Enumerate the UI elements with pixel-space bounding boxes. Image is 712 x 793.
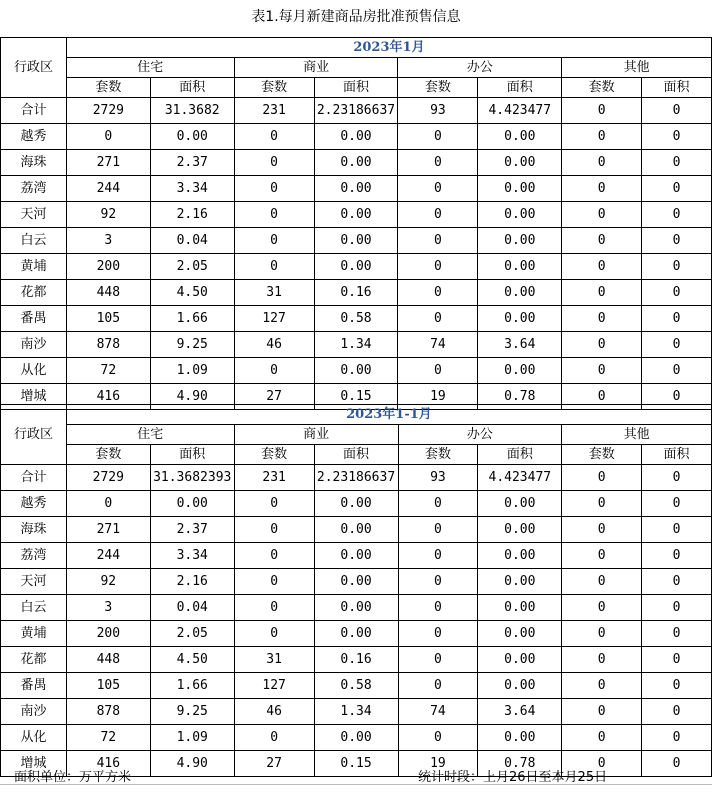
table-cell: 0.00 [478,228,562,254]
category-header: 办公 [398,425,562,445]
table-cell: 0 [642,358,712,384]
table-cell: 0 [562,673,642,699]
region-name: 天河 [1,569,67,595]
table-cell: 416 [66,751,150,777]
region-name: 合计 [1,465,67,491]
table-cell: 19 [398,384,478,410]
table-row [1,465,712,491]
table-cell: 2.05 [150,254,234,280]
table-cell: 3.34 [150,543,234,569]
table-cell: 0 [562,384,642,410]
table-cell: 0.00 [314,254,398,280]
table-cell: 2729 [66,98,150,124]
table-cell: 244 [66,176,150,202]
table-cell: 0.16 [314,280,398,306]
table-row [1,358,712,384]
table-cell: 0.00 [150,124,234,150]
table-cell: 46 [234,699,314,725]
table-row [1,621,712,647]
region-name: 越秀 [1,124,67,150]
region-name: 海珠 [1,150,67,176]
table-cell: 0.00 [314,228,398,254]
table-cell: 3.64 [478,699,562,725]
table-cell: 0 [642,202,712,228]
table-cell: 0 [66,491,150,517]
table-cell: 0 [562,543,642,569]
table-cell: 31 [234,280,314,306]
table-cell: 93 [398,98,478,124]
table-cell: 0 [642,595,712,621]
count-header: 套数 [66,78,150,98]
table-row [1,228,712,254]
area-header: 面积 [150,445,234,465]
table-cell: 0 [642,98,712,124]
table-cell: 0.00 [478,621,562,647]
table-cell: 1.09 [150,358,234,384]
region-name: 番禺 [1,306,67,332]
table-cell: 0.00 [478,491,562,517]
table-cell: 0 [562,595,642,621]
table-cell: 31.3682393 [150,465,234,491]
table-cell: 0 [398,228,478,254]
category-header: 办公 [398,58,562,78]
table-cell: 0.00 [314,176,398,202]
table-cell: 0 [642,254,712,280]
table-cell: 2.05 [150,621,234,647]
table-cell: 0 [642,569,712,595]
region-name: 从化 [1,725,67,751]
table-cell: 0 [562,699,642,725]
table-cell: 4.50 [150,280,234,306]
table-cell: 1.34 [314,332,398,358]
region-name: 越秀 [1,491,67,517]
table-row [1,280,712,306]
table-cell: 0.00 [478,306,562,332]
table-cell: 0 [234,228,314,254]
table-cell: 0 [562,491,642,517]
table-cell: 0 [234,202,314,228]
table-cell: 0.00 [478,543,562,569]
table-cell: 0 [562,254,642,280]
table-row [1,176,712,202]
table-cell: 0.15 [314,384,398,410]
table-cell: 27 [234,751,314,777]
table-cell: 0 [562,228,642,254]
area-unit-note: 面积单位：万平方米 [14,770,132,785]
table-cell: 0.04 [150,595,234,621]
table-cell: 0 [234,569,314,595]
table-cell: 0 [562,332,642,358]
region-name: 黄埔 [1,254,67,280]
table-cell: 0 [562,725,642,751]
table-cell: 0 [398,358,478,384]
table-cell: 0.00 [478,569,562,595]
table-cell: 231 [234,98,314,124]
region-name: 天河 [1,202,67,228]
table-cell: 127 [234,306,314,332]
table-cell: 1.66 [150,673,234,699]
table-cell: 0 [562,751,642,777]
table-row [1,150,712,176]
table-cell: 3.34 [150,176,234,202]
count-header: 套数 [562,445,642,465]
table-cell: 9.25 [150,332,234,358]
table-cell: 3 [66,595,150,621]
table-cell: 0 [398,124,478,150]
table-cell: 0 [234,491,314,517]
table-cell: 0.58 [314,673,398,699]
region-name: 花都 [1,280,67,306]
table-row [1,202,712,228]
table-cell: 0 [642,699,712,725]
table-cell: 0 [234,124,314,150]
table-cell: 2729 [66,465,150,491]
table-cell: 0 [562,98,642,124]
table-cell: 1.09 [150,725,234,751]
table-cell: 0 [642,751,712,777]
table-cell: 0 [234,517,314,543]
region-name: 番禺 [1,673,67,699]
region-name: 海珠 [1,517,67,543]
category-header: 其他 [562,425,712,445]
table-cell: 74 [398,332,478,358]
table-cell: 200 [66,621,150,647]
table-cell: 0 [642,673,712,699]
table-cell: 0 [398,621,478,647]
table-cell: 0.00 [478,280,562,306]
table-cell: 0 [66,124,150,150]
count-header: 套数 [398,78,478,98]
table-cell: 0 [234,543,314,569]
table-cell: 72 [66,725,150,751]
table-cell: 31 [234,647,314,673]
table-cell: 2.23186637 [314,465,398,491]
table-cell: 0 [562,569,642,595]
period-note: 统计时段：上月26日至本月25日 [418,770,608,785]
table-cell: 0 [398,202,478,228]
table-cell: 0 [398,491,478,517]
table-cell: 0 [562,150,642,176]
table-cell: 0 [234,725,314,751]
region-name: 从化 [1,358,67,384]
table-cell: 0 [398,569,478,595]
table-row [1,647,712,673]
table-cell: 0.00 [314,595,398,621]
count-header: 套数 [562,78,642,98]
table-cell: 92 [66,202,150,228]
table-cell: 0.00 [314,621,398,647]
region-name: 白云 [1,228,67,254]
table-cell: 0 [234,358,314,384]
table-cell: 0.16 [314,647,398,673]
area-header: 面积 [642,78,712,98]
table-cell: 0.00 [478,176,562,202]
table-cell: 105 [66,306,150,332]
table-cell: 0 [642,517,712,543]
table-row [1,254,712,280]
table-row [1,699,712,725]
table-cell: 4.90 [150,751,234,777]
table-cell: 0 [562,124,642,150]
table-cell: 0 [398,595,478,621]
count-header: 套数 [234,445,314,465]
region-name: 黄埔 [1,621,67,647]
period-header: 2023年1月 [66,38,711,58]
table-cell: 0 [642,228,712,254]
region-name: 荔湾 [1,176,67,202]
report-title: 表1.每月新建商品房批准预售信息 [251,9,461,25]
table-cell: 0 [398,150,478,176]
table-cell: 0.00 [478,150,562,176]
table-cell: 448 [66,647,150,673]
table-cell: 0 [234,621,314,647]
area-header: 面积 [642,445,712,465]
table-row [1,124,712,150]
table-cell: 31.3682 [150,98,234,124]
table-cell: 200 [66,254,150,280]
table-cell: 0 [398,517,478,543]
table-cell: 0 [642,465,712,491]
table-cell: 0 [562,280,642,306]
table-cell: 0 [642,176,712,202]
table-cell: 0.00 [314,150,398,176]
table-cell: 3 [66,228,150,254]
table-cell: 0 [562,202,642,228]
table-cell: 0.00 [478,358,562,384]
table-cell: 27 [234,384,314,410]
table-cell: 0.00 [314,358,398,384]
category-header: 商业 [234,58,398,78]
table-row [1,725,712,751]
cumulative-table [0,404,712,777]
table-cell: 0 [562,621,642,647]
count-header: 套数 [66,445,150,465]
table-cell: 0.00 [314,569,398,595]
table-cell: 0 [642,491,712,517]
table-row [1,673,712,699]
table-cell: 1.66 [150,306,234,332]
table-cell: 19 [398,751,478,777]
table-cell: 0 [562,176,642,202]
table-cell: 127 [234,673,314,699]
table-cell: 0.00 [478,725,562,751]
category-header: 住宅 [66,425,234,445]
table-cell: 4.90 [150,384,234,410]
category-header: 商业 [234,425,398,445]
table-cell: 4.50 [150,647,234,673]
table-cell: 0 [398,725,478,751]
table-cell: 0 [234,595,314,621]
table-cell: 2.37 [150,517,234,543]
table-cell: 0.00 [314,202,398,228]
table-cell: 0 [234,150,314,176]
table-cell: 74 [398,699,478,725]
table-cell: 105 [66,673,150,699]
table-cell: 0 [398,647,478,673]
table-cell: 244 [66,543,150,569]
table-cell: 0.00 [478,647,562,673]
table-row [1,517,712,543]
table-cell: 4.423477 [478,98,562,124]
table-row [1,595,712,621]
table-cell: 0.00 [478,124,562,150]
table-row [1,543,712,569]
table-cell: 0.78 [478,384,562,410]
table-cell: 448 [66,280,150,306]
area-header: 面积 [478,445,562,465]
table-cell: 271 [66,517,150,543]
region-name: 合计 [1,98,67,124]
table-cell: 2.16 [150,202,234,228]
area-header: 面积 [150,78,234,98]
table-cell: 92 [66,569,150,595]
table-cell: 878 [66,699,150,725]
table-cell: 0 [562,517,642,543]
table-cell: 0 [398,280,478,306]
table-cell: 231 [234,465,314,491]
table-cell: 2.37 [150,150,234,176]
region-header: 行政区 [1,405,67,465]
table-cell: 0 [398,254,478,280]
table-cell: 0 [642,124,712,150]
region-name: 增城 [1,384,67,410]
table-cell: 0 [562,306,642,332]
region-name: 增城 [1,751,67,777]
region-name: 花都 [1,647,67,673]
area-header: 面积 [314,445,398,465]
table-cell: 4.423477 [478,465,562,491]
table-cell: 0 [642,332,712,358]
region-name: 南沙 [1,332,67,358]
table-cell: 0.04 [150,228,234,254]
table-cell: 0 [562,465,642,491]
table-cell: 0 [234,254,314,280]
count-header: 套数 [234,78,314,98]
table-cell: 0 [398,673,478,699]
table-cell: 0 [398,543,478,569]
table-cell: 0.00 [478,254,562,280]
region-header: 行政区 [1,38,67,98]
table-cell: 878 [66,332,150,358]
table-cell: 9.25 [150,699,234,725]
region-name: 白云 [1,595,67,621]
period-header: 2023年1-1月 [66,405,711,425]
table-cell: 0 [398,306,478,332]
table-cell: 0.00 [314,543,398,569]
table-cell: 0 [562,647,642,673]
table-cell: 93 [398,465,478,491]
table-cell: 0.15 [314,751,398,777]
table-cell: 2.16 [150,569,234,595]
category-header: 其他 [562,58,712,78]
table-row [1,569,712,595]
table-cell: 0.00 [314,725,398,751]
table-cell: 416 [66,384,150,410]
table-cell: 0.00 [478,595,562,621]
table-cell: 0 [642,384,712,410]
table-cell: 0 [642,647,712,673]
count-header: 套数 [398,445,478,465]
table-cell: 0 [562,358,642,384]
table-row [1,98,712,124]
area-header: 面积 [478,78,562,98]
region-name: 南沙 [1,699,67,725]
table-cell: 0 [642,543,712,569]
table-row [1,306,712,332]
table-cell: 2.23186637 [314,98,398,124]
monthly-table [0,37,712,410]
area-header: 面积 [314,78,398,98]
table-cell: 3.64 [478,332,562,358]
table-cell: 46 [234,332,314,358]
table-cell: 0 [642,621,712,647]
table-cell: 0.58 [314,306,398,332]
table-cell: 0.00 [314,517,398,543]
table-cell: 0.00 [150,491,234,517]
region-name: 荔湾 [1,543,67,569]
table-cell: 0 [234,176,314,202]
table-cell: 0 [642,150,712,176]
table-cell: 0.00 [314,124,398,150]
table-cell: 0.00 [314,491,398,517]
table-cell: 0.78 [478,751,562,777]
table-cell: 271 [66,150,150,176]
table-cell: 0 [398,176,478,202]
table-row [1,332,712,358]
category-header: 住宅 [66,58,234,78]
table-cell: 0.00 [478,202,562,228]
table-cell: 0 [642,306,712,332]
table-cell: 0 [642,280,712,306]
table-cell: 72 [66,358,150,384]
table-cell: 1.34 [314,699,398,725]
table-cell: 0.00 [478,517,562,543]
table-cell: 0 [642,725,712,751]
table-row [1,491,712,517]
table-cell: 0.00 [478,673,562,699]
